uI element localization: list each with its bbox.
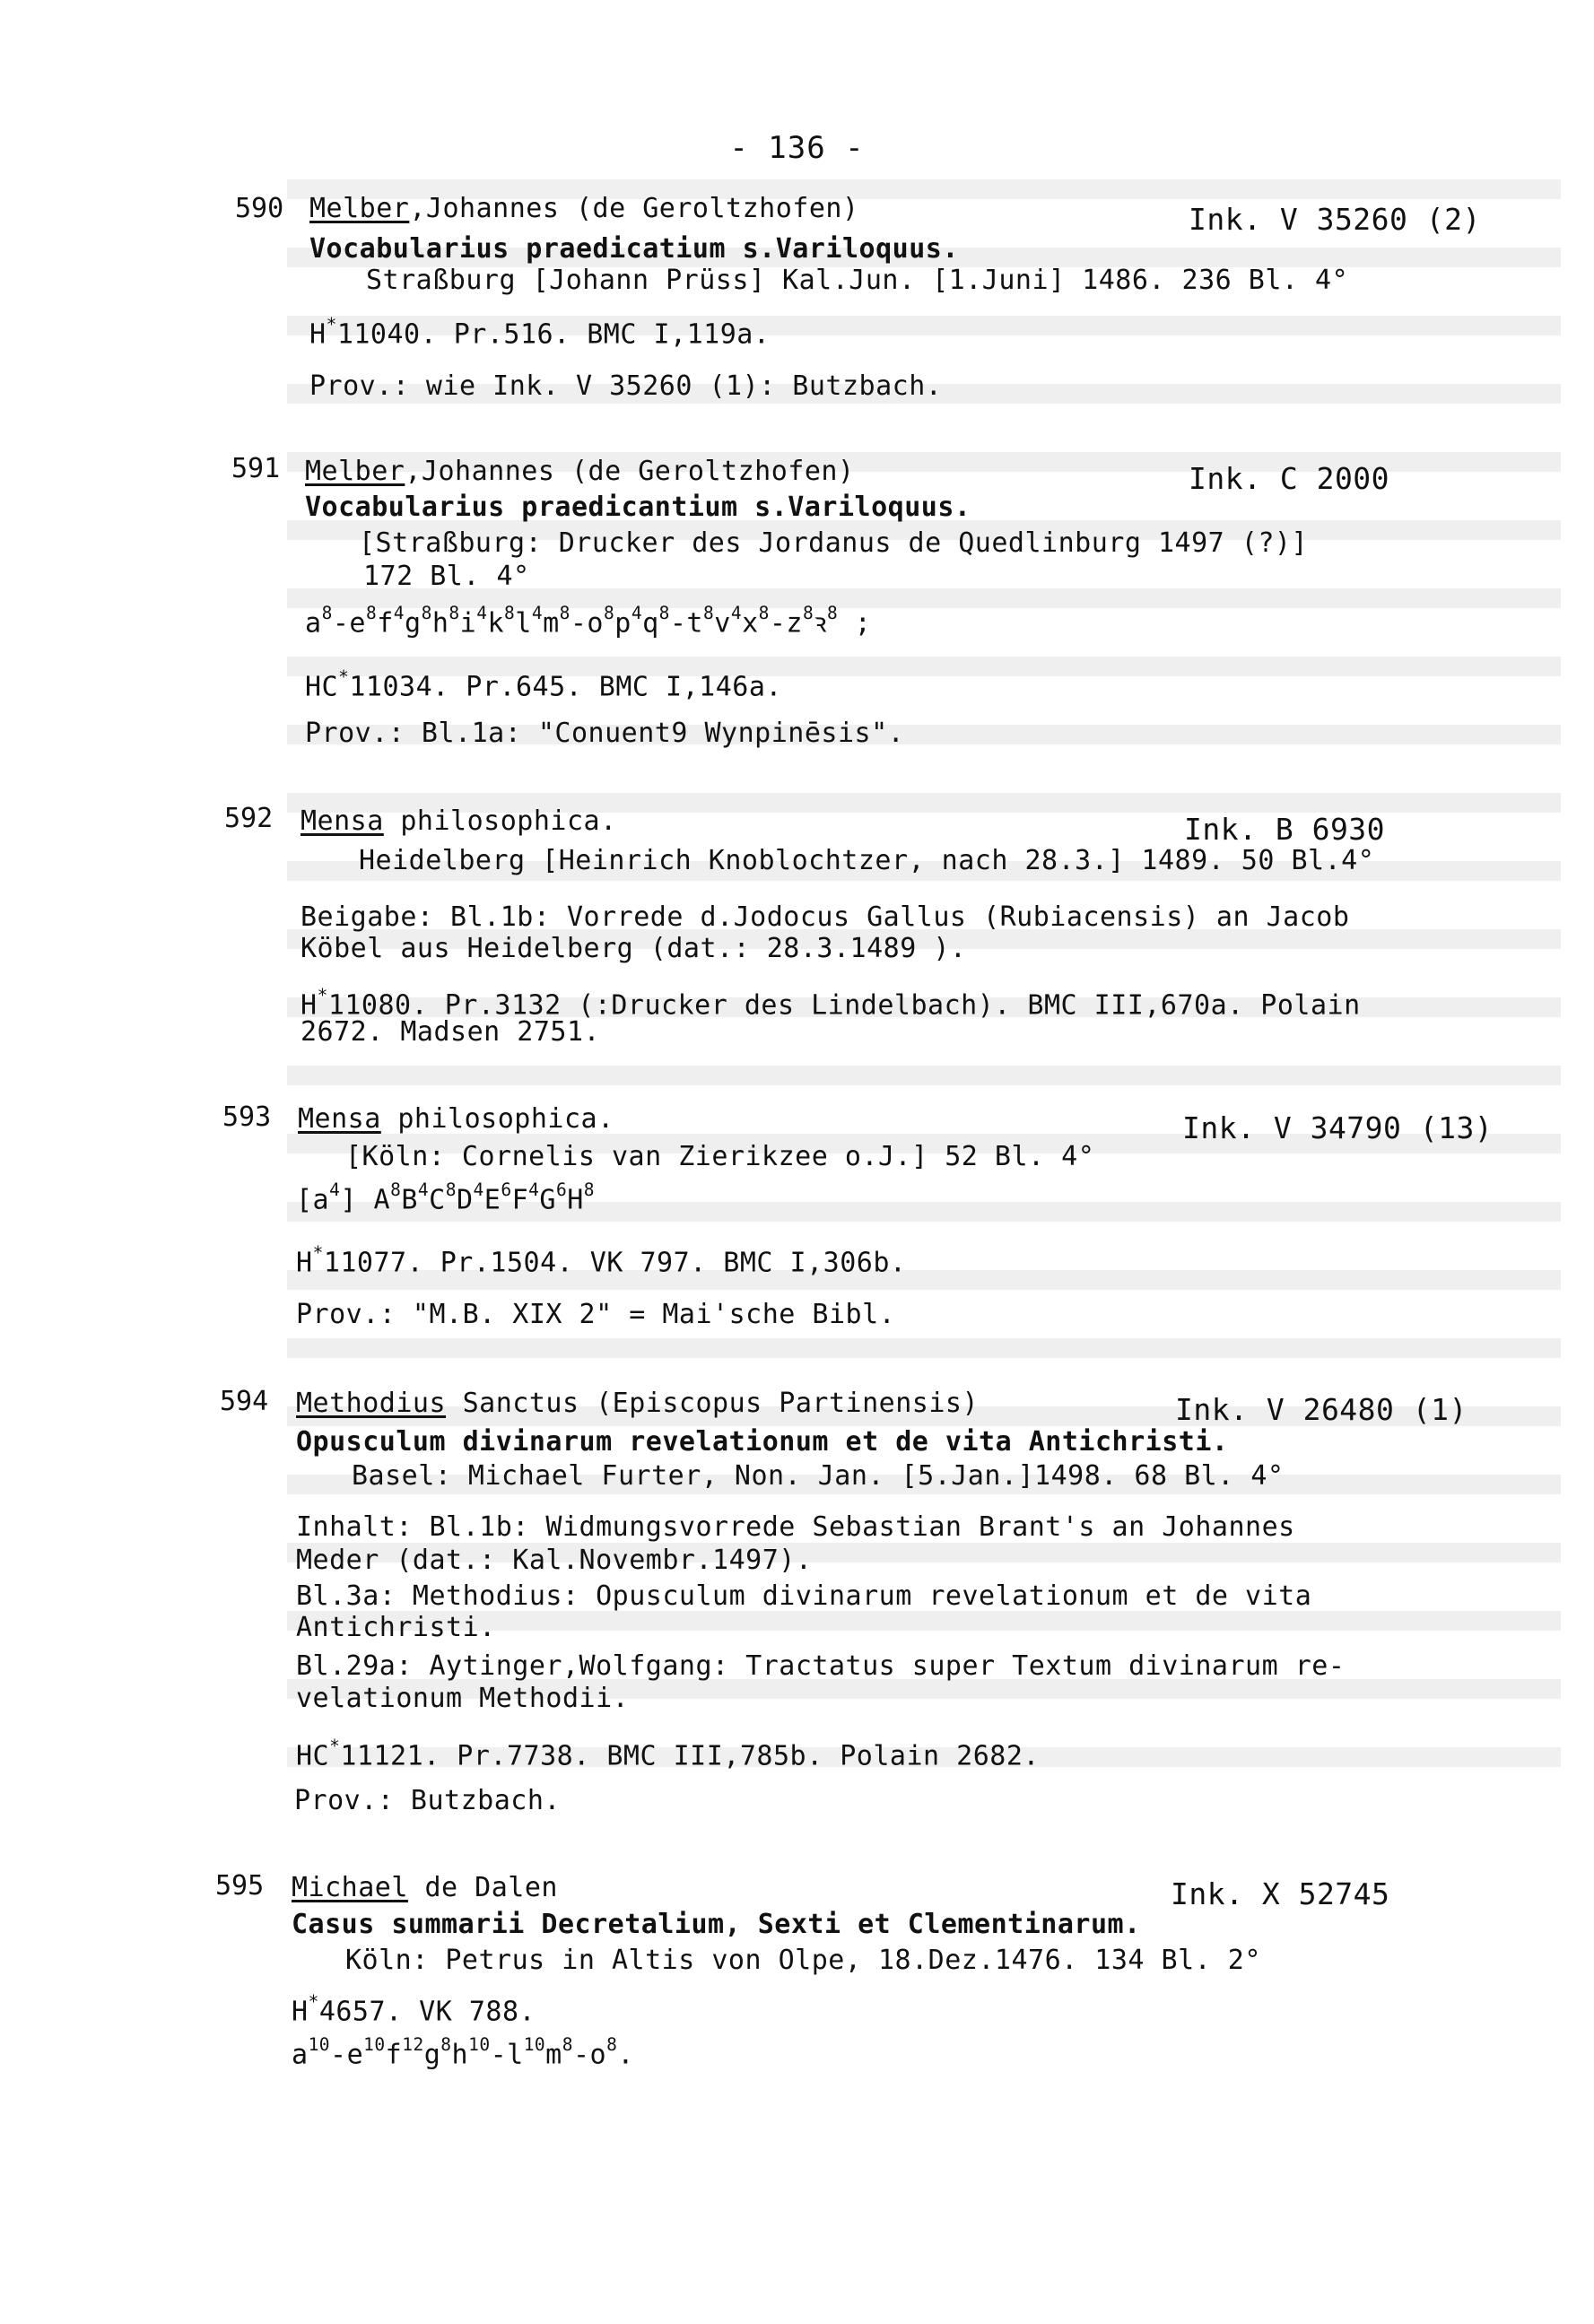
entry-references [296,1242,906,1279]
entry-provenance: Prov.: Bl.1a: "Conuent9 Wynpinēsis". [305,718,905,749]
entry-contents: Antichristi. [296,1612,496,1643]
ref-rest: 4657. VK 788. [318,1996,536,2028]
entry-contents: Meder (dat.: Kal.Novembr.1497). [296,1545,813,1576]
asterisk: * [312,1242,324,1263]
ref-prefix: H [296,1247,313,1279]
entry-author [309,193,859,224]
author-rest: Sanctus (Episcopus Partinensis) [446,1388,980,1419]
entry-references [292,1991,536,2028]
asterisk: * [317,985,328,1005]
signature-collation: $a^8-e^8f^4g^8h^8i^4k^8l^4m^8-o^8p^4q^8-t^8v^4x^8-z^8ꝛ^8$ ; [305,603,872,640]
entry-author [305,456,855,487]
asterisk: * [308,1991,319,2012]
signature-collation: $[a^4]$ $A^8B^4C^8D^4E^6F^4G^6H^8$ [296,1179,595,1216]
ref-rest: 11080. Pr.3132 (:Drucker des Lindelbach). BMC III,670a. Polain [327,989,1361,1022]
entry-imprint: [Straßburg: Drucker des Jordanus de Quedlinburg 1497 (?)] [359,527,1309,559]
entry-provenance: Prov.: wie Ink. V 35260 (1): Butzbach. [309,370,943,402]
author-rest: philosophica. [380,1103,614,1135]
asterisk: * [326,314,337,335]
entry-author [292,1872,558,1903]
entry-beigabe: Beigabe: Bl.1b: Vorrede d.Jodocus Gallus (Rubiacensis) an Jacob [301,901,1350,933]
entry-contents: Bl.29a: Aytinger,Wolfgang: Tractatus super Textum divinarum re- [296,1650,1346,1682]
entry-imprint: Straßburg [Johann Prüss] Kal.Jun. [1.Juni] 1486. 236 Bl. 4° [366,265,1349,296]
ref-rest: 11040. Pr.516. BMC I,119a. [336,318,771,351]
author-head: Melber [309,193,410,224]
ref-prefix: H [309,318,327,351]
page-number: - 136 - [729,130,865,166]
entry-number: 591 [231,453,281,484]
entry-number: 592 [224,803,274,834]
entry-references [296,1736,1040,1772]
entry-imprint: Köln: Petrus in Altis von Olpe, 18.Dez.1476. 134 Bl. 2° [345,1945,1261,1976]
shelfmark: Ink. B 6930 [1184,812,1386,847]
shelfmark: Ink. V 34790 (13) [1182,1110,1494,1145]
ref-prefix: H [292,1996,309,2028]
entry-imprint: Heidelberg [Heinrich Knoblochtzer, nach 28.3.] 1489. 50 Bl.4° [359,845,1375,876]
entry-provenance: Prov.: Butzbach. [294,1785,561,1816]
entry-number: 594 [220,1386,269,1417]
author-head: Mensa [298,1103,381,1135]
ref-rest: 11034. Pr.645. BMC I,146a. [349,671,782,703]
entry-title: Opusculum divinarum revelationum et de vita Antichristi. [296,1426,1229,1458]
entry-author [296,1388,979,1419]
entry-author [301,805,617,837]
shelfmark: Ink. X 52745 [1171,1876,1390,1911]
shelfmark: Ink. V 26480 (1) [1175,1392,1468,1427]
author-rest: philosophica. [383,805,617,837]
ref-prefix: HC [305,671,339,703]
ref-rest: 11077. Pr.1504. VK 797. BMC I,306b. [323,1247,907,1279]
entry-number: 595 [215,1870,265,1902]
entry-title: Vocabularius praedicantium s.Variloquus. [305,492,971,523]
entry-title: Casus summarii Decretalium, Sexti et Clementinarum. [292,1909,1141,1940]
author-head: Michael [292,1872,408,1903]
entry-beigabe-cont: Köbel aus Heidelberg (dat.: 28.3.1489 ). [301,933,967,964]
entry-references [305,666,782,703]
author-head: Mensa [301,805,384,837]
shelfmark: Ink. C 2000 [1189,461,1390,496]
entry-contents: Bl.3a: Methodius: Opusculum divinarum revelationum et de vita [296,1580,1312,1612]
entry-imprint-extent: 172 Bl. 4° [363,561,530,592]
shelfmark: Ink. V 35260 (2) [1189,202,1481,237]
author-head: Melber [305,456,405,487]
entry-references-cont: 2672. Madsen 2751. [301,1016,601,1048]
author-head: Methodius [296,1388,447,1419]
entry-imprint: Basel: Michael Furter, Non. Jan. [5.Jan.]1498. 68 Bl. 4° [352,1460,1285,1492]
asterisk: * [338,666,350,687]
ref-rest: 11121. Pr.7738. BMC III,785b. Polain 2682. [340,1740,1040,1772]
entry-provenance: Prov.: "M.B. XIX 2" = Mai'sche Bibl. [296,1299,896,1330]
entry-references [309,314,770,351]
entry-contents: Inhalt: Bl.1b: Widmungsvorrede Sebastian Brant's an Johannes [296,1511,1295,1543]
entry-number: 593 [222,1101,272,1133]
entry-author [298,1103,614,1135]
asterisk: * [329,1736,341,1756]
entry-contents: velationum Methodii. [296,1683,630,1714]
author-rest: ,Johannes (de Geroltzhofen) [409,193,859,224]
ref-prefix: HC [296,1740,330,1772]
entry-title: Vocabularius praedicatium s.Variloquus. [309,233,959,265]
ref-prefix: H [301,989,318,1022]
author-rest: de Dalen [407,1872,558,1903]
author-rest: ,Johannes (de Geroltzhofen) [405,456,855,487]
signature-collation: $a^{10}-e^{10}f^{12}g^8h^{10}-l^{10}m^8-o^8$. [292,2034,634,2071]
entry-number: 590 [235,193,284,224]
entry-imprint: [Köln: Cornelis van Zierikzee o.J.] 52 Bl. 4° [345,1141,1095,1172]
